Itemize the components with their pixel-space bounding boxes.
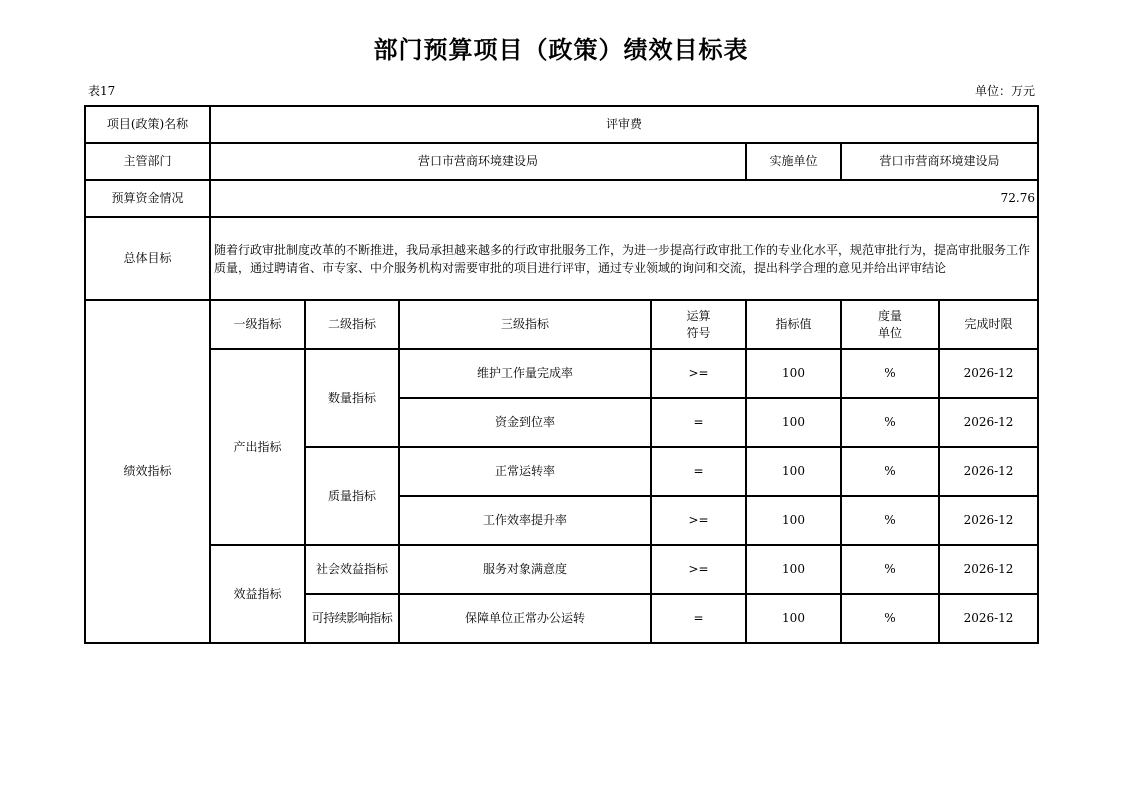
level2-indicator: 可持续影响指标 xyxy=(305,594,399,643)
header-target-value: 指标值 xyxy=(746,300,841,349)
header-operator-text: 运算符号 xyxy=(686,308,711,340)
header-level1: 一级指标 xyxy=(210,300,305,349)
target-value-cell: 100 xyxy=(746,594,841,643)
performance-indicator-label: 绩效指标 xyxy=(85,300,210,643)
target-value-cell: 100 xyxy=(746,349,841,398)
level2-indicator: 质量指标 xyxy=(305,447,399,545)
level3-indicator: 保障单位正常办公运转 xyxy=(399,594,651,643)
unit-cell: % xyxy=(841,447,939,496)
level3-indicator: 维护工作量完成率 xyxy=(399,349,651,398)
level1-indicator: 效益指标 xyxy=(210,545,305,643)
unit-cell: % xyxy=(841,349,939,398)
department-row xyxy=(85,143,1038,180)
project-name-value: 评审费 xyxy=(210,106,1038,143)
implementing-unit-value: 营口市营商环境建设局 xyxy=(841,143,1038,180)
overall-goal-row xyxy=(85,217,1038,300)
level2-indicator: 社会效益指标 xyxy=(305,545,399,594)
deadline-cell: 2026-12 xyxy=(939,594,1038,643)
header-level3: 三级指标 xyxy=(399,300,651,349)
budget-value: 72.76 xyxy=(210,180,1038,217)
unit-cell: % xyxy=(841,545,939,594)
project-name-label: 项目(政策)名称 xyxy=(85,106,210,143)
deadline-cell: 2026-12 xyxy=(939,447,1038,496)
operator-cell: >= xyxy=(651,496,746,545)
unit-cell: % xyxy=(841,398,939,447)
department-label: 主管部门 xyxy=(85,143,210,180)
level3-indicator: 工作效率提升率 xyxy=(399,496,651,545)
header-operator xyxy=(651,300,746,349)
department-value: 营口市营商环境建设局 xyxy=(210,143,746,180)
project-name-row xyxy=(85,106,1038,143)
table-number: 表17 xyxy=(88,84,116,98)
implementing-unit-label: 实施单位 xyxy=(746,143,841,180)
header-unit xyxy=(841,300,939,349)
deadline-cell: 2026-12 xyxy=(939,496,1038,545)
indicator-row xyxy=(85,349,1038,398)
overall-goal-label: 总体目标 xyxy=(85,217,210,300)
budget-label: 预算资金情况 xyxy=(85,180,210,217)
indicator-header-row xyxy=(85,300,1038,349)
unit-cell: % xyxy=(841,496,939,545)
header-level2: 二级指标 xyxy=(305,300,399,349)
level2-indicator: 数量指标 xyxy=(305,349,399,447)
deadline-cell: 2026-12 xyxy=(939,398,1038,447)
indicator-row xyxy=(85,545,1038,594)
target-value-cell: 100 xyxy=(746,545,841,594)
unit-label: 单位：万元 xyxy=(974,84,1035,98)
deadline-cell: 2026-12 xyxy=(939,349,1038,398)
operator-cell: = xyxy=(651,594,746,643)
header-unit-text: 度量单位 xyxy=(877,308,902,340)
deadline-cell: 2026-12 xyxy=(939,545,1038,594)
operator-cell: >= xyxy=(651,349,746,398)
level1-indicator: 产出指标 xyxy=(210,349,305,545)
operator-cell: >= xyxy=(651,545,746,594)
target-value-cell: 100 xyxy=(746,447,841,496)
budget-row xyxy=(85,180,1038,217)
header-deadline: 完成时限 xyxy=(939,300,1038,349)
level3-indicator: 资金到位率 xyxy=(399,398,651,447)
target-value-cell: 100 xyxy=(746,496,841,545)
operator-cell: = xyxy=(651,447,746,496)
level3-indicator: 正常运转率 xyxy=(399,447,651,496)
target-value-cell: 100 xyxy=(746,398,841,447)
operator-cell: = xyxy=(651,398,746,447)
level3-indicator: 服务对象满意度 xyxy=(399,545,651,594)
page-title: 部门预算项目（政策）绩效目标表 xyxy=(373,36,749,64)
performance-target-table xyxy=(84,105,1039,644)
overall-goal-text: 随着行政审批制度改革的不断推进，我局承担越来越多的行政审批服务工作，为进一步提高行政审批工作的专业化水平，规范审批行为，提高审批服务工作质量，通过聘请省、市专家、中介服务机构对需要审批的项目进行评审，通过专业领域的询问和交流，提出科学合理的意见并给出评审结论 xyxy=(210,217,1038,300)
unit-cell: % xyxy=(841,594,939,643)
